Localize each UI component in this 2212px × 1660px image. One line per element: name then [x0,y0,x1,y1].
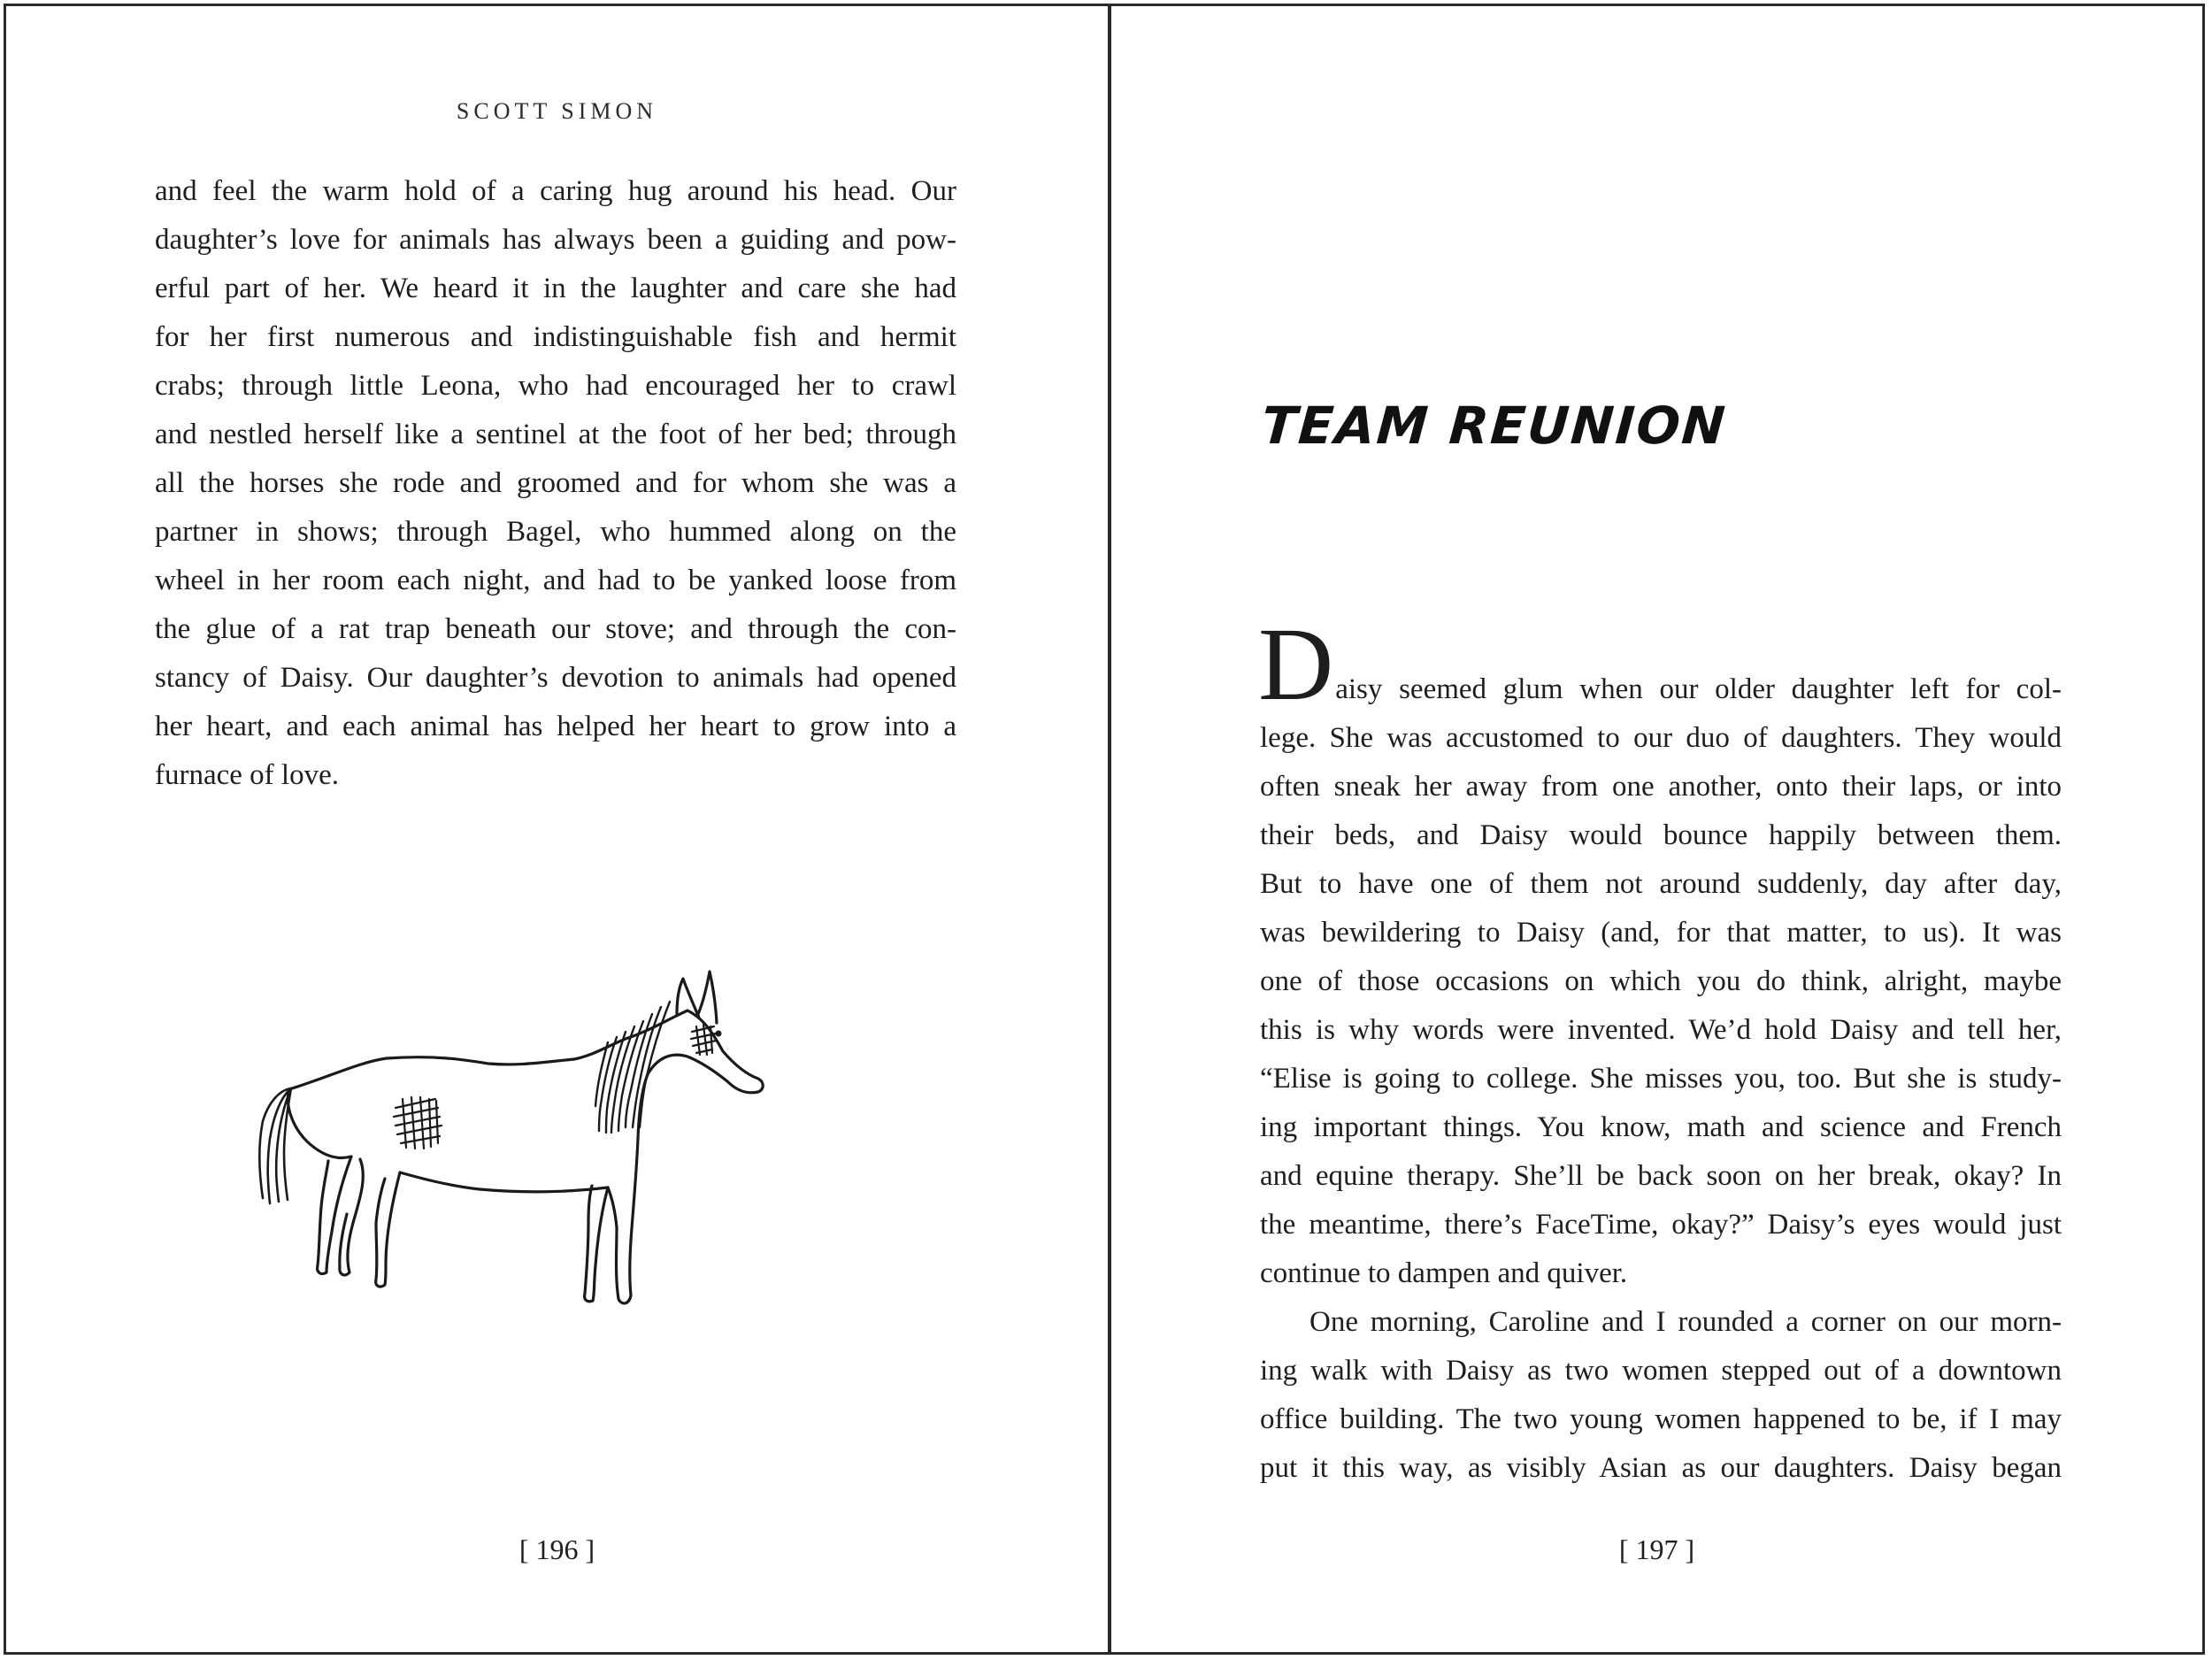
horse-eye-icon [716,1031,722,1037]
horse-illustration [254,922,838,1435]
text-line: “Elise is going to college. She misses you, too. But she is study- [1260,1063,2062,1095]
text-line: her heart, and each animal has helped her heart to grow into a [155,711,956,742]
text-line: wheel in her room each night, and had to be yanked loose from [155,565,956,596]
text-line: One morning, Caroline and I rounded a corner on our morn- [1310,1306,2062,1338]
text-line: aisy seemed glum when our older daughter left for col- [1335,673,2062,705]
text-line: and nestled herself like a sentinel at the foot of her bed; through [155,419,956,450]
horse-tail [259,1088,291,1203]
text-line: partner in shows; through Bagel, who hummed along on the [155,516,956,548]
text-line: was bewildering to Daisy (and, for that matter, to us). It was [1260,917,2062,949]
text-line: the meantime, there’s FaceTime, okay?” Daisy’s eyes would just [1260,1209,2062,1241]
text-line: the glue of a rat trap beneath our stove; and through the con- [155,613,956,645]
text-line: often sneak her away from one another, onto their laps, or into [1260,771,2062,803]
book-spread [4,4,2205,1655]
text-line: ing important things. You know, math and science and French [1260,1111,2062,1143]
text-line: lege. She was accustomed to our duo of daughters. They would [1260,722,2062,754]
text-line: and feel the warm hold of a caring hug around his head. Our [155,175,956,207]
text-line: ing walk with Daisy as two women stepped out of a downtown [1260,1355,2062,1387]
drop-cap: D [1258,606,1334,722]
text-line: their beds, and Daisy would bounce happily between them. [1260,819,2062,851]
text-line: for her first numerous and indistinguishable fish and hermit [155,321,956,353]
running-head: SCOTT SIMON [456,98,658,124]
text-line: furnace of love. [155,759,339,791]
left-page [6,6,1108,1652]
text-line: and equine therapy. She’ll be back soon on her break, okay? In [1260,1160,2062,1192]
right-page [1111,6,2202,1652]
horse-flank-spot [394,1097,442,1149]
text-line: office building. The two young women happened to be, if I may [1260,1403,2062,1435]
horse-body-outline [289,1011,763,1303]
horse-belly [400,1172,608,1192]
horse-mane [595,1002,670,1133]
text-line: continue to dampen and quiver. [1260,1257,1628,1289]
text-line: all the horses she rode and groomed and for whom she was a [155,467,956,499]
horse-ear-right [698,972,717,1023]
left-body-text [155,167,956,800]
horse-front-leg-far [585,1186,608,1302]
chapter-title: TEAM REUNION [1259,396,1729,456]
right-body-text [1258,606,2062,1493]
page-number: [ 196 ] [518,1533,595,1565]
text-line: stancy of Daisy. Our daughter’s devotion to animals had opened [155,662,956,694]
horse-hind-leg-near [376,1172,400,1287]
horse-eye-spot [691,1025,716,1055]
text-line: daughter’s love for animals has always been a guiding and pow- [155,224,956,256]
text-line: one of those occasions on which you do think, alright, maybe [1260,965,2062,997]
page-number: [ 197 ] [1618,1533,1695,1565]
text-line: erful part of her. We heard it in the laughter and care she had [155,273,956,304]
text-line: this is why words were invented. We’d hold Daisy and tell her, [1260,1014,2062,1046]
text-line: crabs; through little Leona, who had encouraged her to crawl [155,370,956,402]
horse-hind-quarter [288,1089,351,1157]
text-line: But to have one of them not around suddenly, day after day, [1260,868,2062,900]
text-line: put it this way, as visibly Asian as our daughters. Daisy began [1260,1452,2062,1484]
